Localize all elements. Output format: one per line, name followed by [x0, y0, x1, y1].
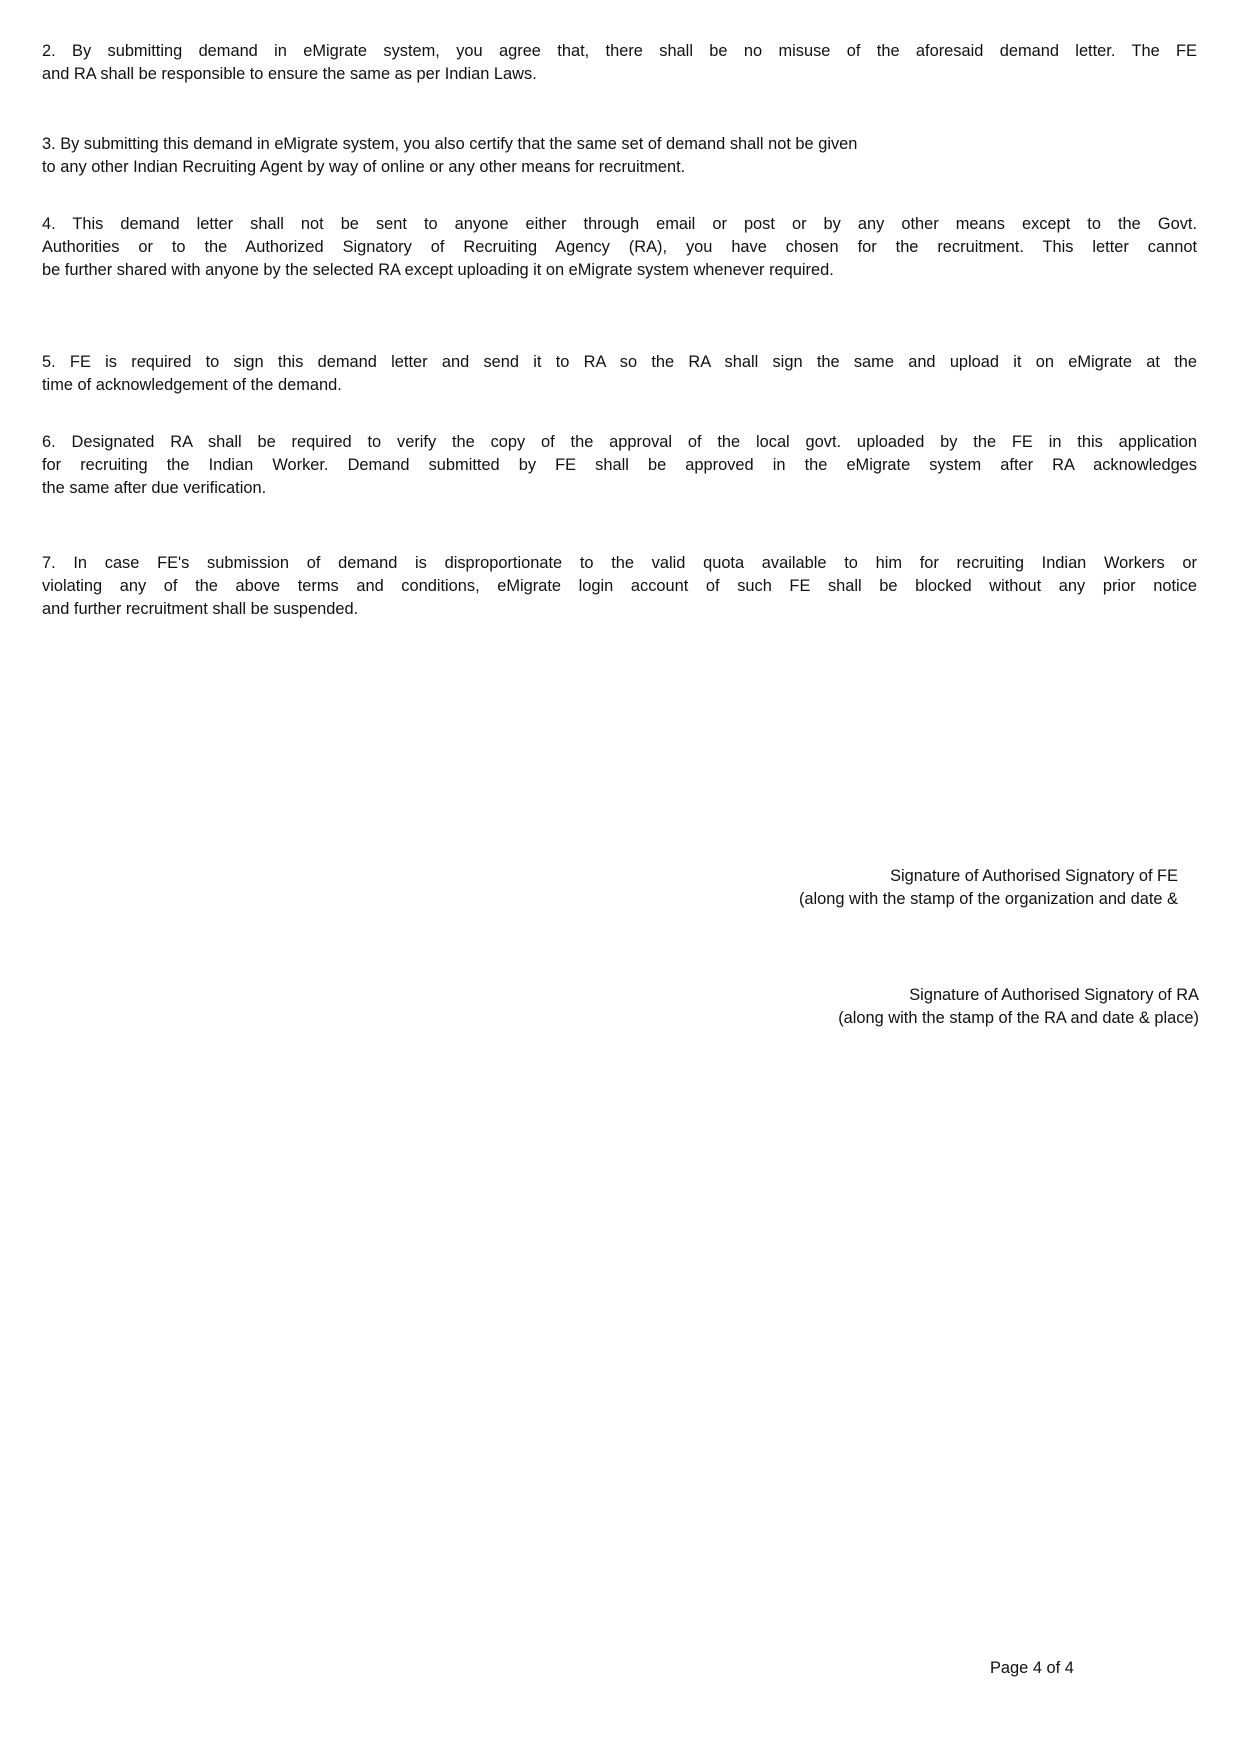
clause-6-line-3: the same after due verification. — [42, 479, 267, 497]
clause-7-line-1: 7. In case FE's submission of demand is disproportionate to the valid quota available to him for recruiting Indian Workers or — [42, 554, 1197, 572]
clause-7-line-2: violating any of the above terms and conditions, eMigrate login account of such FE shall be blocked without any prior notice — [42, 577, 1197, 595]
clause-4-line-1: 4. This demand letter shall not be sent to anyone either through email or post or by any other means except to the Govt. — [42, 215, 1197, 233]
clause-2 — [42, 40, 1197, 86]
fe-signature-note: (along with the stamp of the organization and date & — [798, 890, 1178, 908]
clause-4-line-3: be further shared with anyone by the selected RA except uploading it on eMigrate system whenever required. — [42, 261, 834, 279]
clause-5-line-2: time of acknowledgement of the demand. — [42, 376, 342, 394]
page-number: Page 4 of 4 — [990, 1659, 1074, 1677]
clause-3 — [42, 133, 1197, 179]
clause-2-line-1: 2. By submitting demand in eMigrate system, you agree that, there shall be no misuse of the aforesaid demand letter. The FE — [42, 42, 1197, 60]
clause-6-line-2: for recruiting the Indian Worker. Demand submitted by FE shall be approved in the eMigrate system after RA acknowledges — [42, 456, 1197, 474]
clause-4 — [42, 213, 1197, 282]
clause-7-line-3: and further recruitment shall be suspended. — [42, 600, 359, 618]
clause-7 — [42, 552, 1197, 621]
ra-signature-block — [838, 984, 1199, 1030]
fe-signature-block — [799, 865, 1178, 911]
ra-signature-title: Signature of Authorised Signatory of RA — [909, 986, 1199, 1004]
fe-signature-title: Signature of Authorised Signatory of FE — [890, 867, 1178, 885]
clause-3-line-1: 3. By submitting this demand in eMigrate system, you also certify that the same set of demand shall not be given — [42, 135, 858, 153]
clause-6-line-1: 6. Designated RA shall be required to verify the copy of the approval of the local govt. uploaded by the FE in this application — [42, 433, 1197, 451]
clause-3-line-2: to any other Indian Recruiting Agent by way of online or any other means for recruitment. — [42, 158, 686, 176]
clause-5-line-1: 5. FE is required to sign this demand letter and send it to RA so the RA shall sign the same and upload it on eMigrate at the — [42, 353, 1197, 371]
clause-4-line-2: Authorities or to the Authorized Signatory of Recruiting Agency (RA), you have chosen for the recruitment. This letter cannot — [42, 238, 1197, 256]
clause-5 — [42, 351, 1197, 397]
clause-6 — [42, 431, 1197, 500]
clause-2-line-2: and RA shall be responsible to ensure the same as per Indian Laws. — [42, 65, 537, 83]
ra-signature-note: (along with the stamp of the RA and date & place) — [838, 1009, 1199, 1027]
